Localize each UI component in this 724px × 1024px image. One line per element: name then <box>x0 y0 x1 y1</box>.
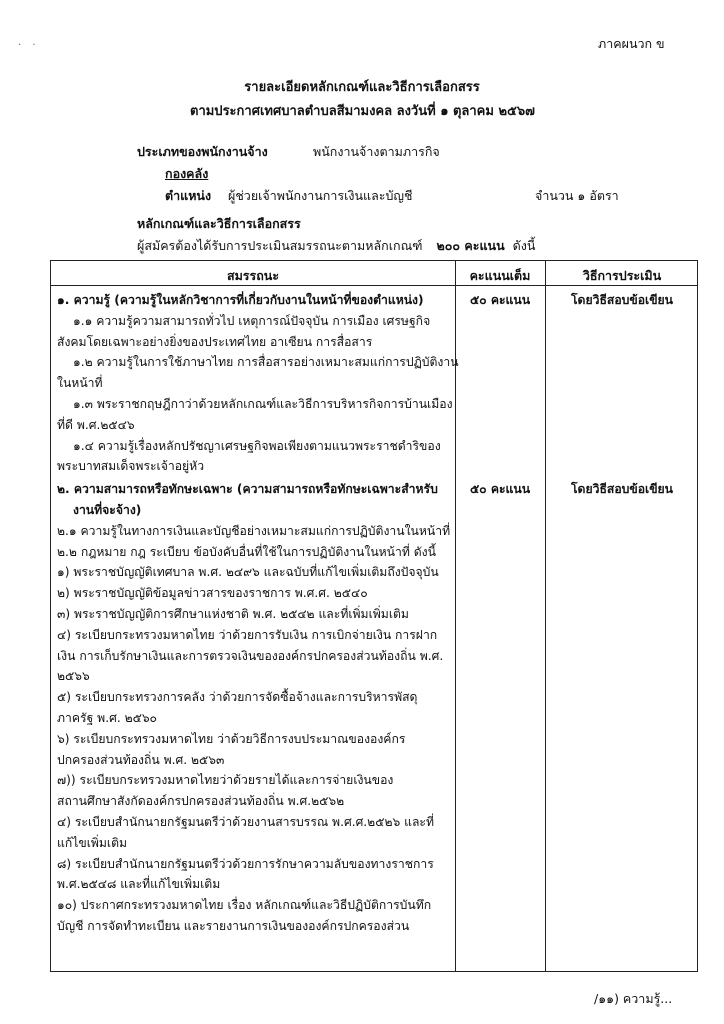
competency-line: ๕) ระเบียบกระทรวงการคลัง ว่าด้วยการจัดซื้อจ้างและการบริหารพัสดุ <box>57 690 418 705</box>
full-score-cell: ๕๐ คะแนน <box>469 482 531 497</box>
employee-type-label: ประเภทของพนักงานจ้าง <box>137 144 268 159</box>
competency-line: ๑.๑ ความรู้ความสามารถทั่วไป เหตุการณ์ปัจจุบัน การเมือง เศรษฐกิจ <box>73 313 431 328</box>
competency-line: ๒) พระราชบัญญัติข้อมูลข่าวสารของราชการ พ.ศ.ศ. ๒๕๔๐ <box>57 586 368 601</box>
competency-line: ในหน้าที่ <box>57 376 103 391</box>
competency-line: ๑๐) ประกาศกระทรวงมหาดไทย เรื่อง หลักเกณฑ์และวิธีปฏิบัติการบันทึก <box>57 898 432 913</box>
competency-heading: ๒. ความสามารถหรือทักษะเฉพาะ (ความสามารถหรือทักษะเฉพาะสำหรับ <box>57 482 438 497</box>
position-value: ผู้ช่วยเจ้าพนักงานการเงินและบัญชี <box>228 188 413 203</box>
header-method: วิธีการประเมิน <box>582 268 662 283</box>
criteria-text-prefix: ผู้สมัครต้องได้รับการประเมินสมรรถนะตามหลักเกณฑ์ <box>137 238 423 253</box>
position-quantity: จำนวน ๑ อัตรา <box>535 188 619 203</box>
competency-line: ปกครองส่วนท้องถิ่น พ.ศ. ๒๕๖๓ <box>57 752 225 767</box>
competency-heading: ๑. ความรู้ (ความรู้ในหลักวิชาการที่เกี่ยวกับงานในหน้าที่ของตำแหน่ง) <box>57 293 424 307</box>
document-title: รายละเอียดหลักเกณฑ์และวิธีการเลือกสรร <box>244 80 480 95</box>
competency-line: ๖) ระเบียบกระทรวงมหาดไทย ว่าด้วยวิธีการงบประมาณขององค์กร <box>57 731 406 746</box>
competency-line: ๒.๒ กฎหมาย กฎ ระเบียบ ข้อบังคับอื่นที่ใช้ในการปฏิบัติงานในหน้าที่ ดังนี้ <box>57 544 436 559</box>
competency-line: สถานศึกษาสังกัดองค์กรปกครองส่วนท้องถิ่น พ.ศ.๒๕๖๒ <box>57 794 345 809</box>
competency-table <box>50 260 698 972</box>
criteria-text <box>137 236 535 256</box>
scan-marks: · · <box>18 40 40 51</box>
column-divider <box>545 261 546 971</box>
header-full-score: คะแนนเต็ม <box>469 268 531 283</box>
competency-line: ที่ดี พ.ศ.๒๕๔๖ <box>57 417 135 432</box>
annex-label: ภาคผนวก ข <box>598 36 665 51</box>
competency-line: ๒๕๖๖ <box>57 669 90 684</box>
competency-line: แก้ไขเพิ่มเติม <box>57 835 128 850</box>
competency-line: บัญชี การจัดทำทะเบียน และรายงานการเงินขององค์กรปกครองส่วน <box>57 919 410 933</box>
continuation-note: /๑๑) ความรู้... <box>594 991 673 1006</box>
competency-line: ภาครัฐ พ.ศ. ๒๕๖๐ <box>57 711 157 725</box>
competency-line: ๓) พระราชบัญญัติการศึกษาแห่งชาติ พ.ศ. ๒๕๔๒ และที่เพิ่มเพิ่มเติม <box>57 607 409 621</box>
method-cell: โดยวิธีสอบข้อเขียน <box>571 482 673 497</box>
competency-line: ๑.๓ พระราชกฤษฎีกาว่าด้วยหลักเกณฑ์และวิธีการบริหารกิจการบ้านเมือง <box>73 397 453 411</box>
method-cell: โดยวิธีสอบข้อเขียน <box>571 293 673 307</box>
competency-line: ๗)) ระเบียบกระทรวงมหาดไทยว่าด้วยรายได้และการจ่ายเงินของ <box>57 773 394 788</box>
competency-line: ๔) ระเบียบกระทรวงมหาดไทย ว่าด้วยการรับเงิน การเบิกจ่ายเงิน การฝาก <box>57 627 438 642</box>
position-label: ตำแหน่ง <box>165 188 212 203</box>
division: กองคลัง <box>165 166 209 181</box>
competency-line: งานที่จะจ้าง) <box>73 503 142 517</box>
competency-line: ๑) พระราชบัญญัติเทศบาล พ.ศ. ๒๔๙๖ และฉบับที่แก้ไขเพิ่มเติมถึงปัจจุบัน <box>57 565 439 580</box>
competency-line: ๑.๒ ความรู้ในการใช้ภาษาไทย การสื่อสารอย่างเหมาะสมแก่การปฏิบัติงาน <box>73 355 459 370</box>
employee-type-value: พนักงานจ้างตามภารกิจ <box>313 144 440 159</box>
competency-line: ๔) ระเบียบสำนักนายกรัฐมนตรีว่าด้วยงานสารบรรณ พ.ศ.ศ.๒๕๒๖ และที่ <box>57 815 434 829</box>
criteria-total-score: ๒๐๐ คะแนน <box>436 238 505 253</box>
competency-line: เงิน การเก็บรักษาเงินและการตรวจเงินขององค์กรปกครองส่วนท้องถิ่น พ.ศ. <box>57 648 444 663</box>
full-score-cell: ๕๐ คะแนน <box>469 293 531 307</box>
document-subtitle: ตามประกาศเทศบาลตำบลสีมามงคล ลงวันที่ ๑ ตุลาคม ๒๕๖๗ <box>190 104 535 119</box>
competency-line: ๑.๔ ความรู้เรื่องหลักปรัชญาเศรษฐกิจพอเพียงตามแนวพระราชดำริของ <box>73 438 441 453</box>
header-competency: สมรรถนะ <box>226 268 280 283</box>
competency-line: ๘) ระเบียบสำนักนายกรัฐมนตรีว่วด้วยการรักษาความลับของทางราชการ <box>57 856 434 871</box>
competency-line: พระบาทสมเด็จพระเจ้าอยู่หัว <box>57 459 205 474</box>
competency-line: สังคมโดยเฉพาะอย่างยิ่งของประเทศไทย อาเซียน การสื่อสาร <box>57 334 373 349</box>
criteria-text-suffix: ดังนี้ <box>512 238 536 253</box>
competency-line: พ.ศ.๒๕๔๘ และที่แก้ไขเพิ่มเติม <box>57 877 221 892</box>
competency-line: ๒.๑ ความรู้ในทางการเงินและบัญชีอย่างเหมาะสมแก่การปฏิบัติงานในหน้าที่ <box>57 523 451 538</box>
criteria-heading: หลักเกณฑ์และวิธีการเลือกสรร <box>137 216 301 231</box>
